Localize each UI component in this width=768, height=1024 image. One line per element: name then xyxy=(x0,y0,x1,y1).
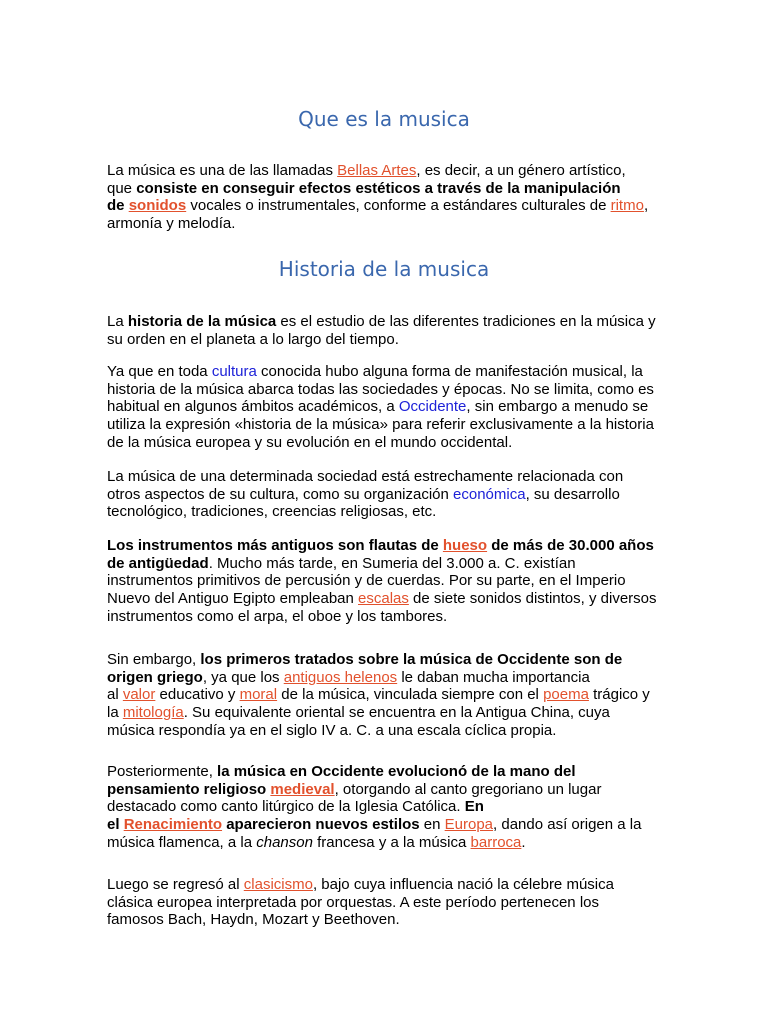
text-line xyxy=(107,669,687,687)
text-run: conocida hubo alguna forma de manifestación musical, la xyxy=(256,363,643,380)
text-line xyxy=(107,651,687,669)
bold-text: el xyxy=(107,816,124,834)
text-run: que xyxy=(107,179,137,197)
heading-que-es-la-musica: Que es la musica xyxy=(298,107,470,131)
link-escalas[interactable]: escalas xyxy=(358,590,409,608)
link-barroca[interactable]: barroca xyxy=(470,833,522,851)
text-run: vocales o instrumentales, conforme a estándares culturales de xyxy=(186,197,611,215)
link-hueso[interactable]: hueso xyxy=(442,537,488,554)
paragraph-history-definition xyxy=(107,313,687,348)
text-line xyxy=(107,197,687,215)
text-line xyxy=(107,572,687,590)
text-line xyxy=(107,781,687,799)
text-line xyxy=(107,763,687,781)
text-run: en xyxy=(419,816,445,834)
text-run: , xyxy=(643,197,649,215)
paragraph-society xyxy=(107,468,687,521)
text-line xyxy=(107,911,687,929)
link-renacimiento[interactable]: Renacimiento xyxy=(123,816,223,834)
text-run: historia de la música abarca todas las sociedades y épocas. No se limita, como es xyxy=(107,380,654,398)
text-line xyxy=(107,686,687,704)
text-run: . Su equivalente oriental se encuentra en la Antigua China, cuya xyxy=(183,704,610,722)
text-run: le daban mucha importancia xyxy=(397,668,590,686)
text-run: , bajo cuya influencia nació la célebre música xyxy=(312,876,614,893)
text-line xyxy=(107,876,687,894)
text-run: Posteriormente, xyxy=(107,763,218,780)
text-run: La xyxy=(107,313,128,330)
text-line xyxy=(107,381,687,399)
text-run: , sin embargo a menudo se xyxy=(466,398,649,416)
text-run: La música de una determinada sociedad está estrechamente relacionada con xyxy=(107,468,624,485)
text-run: música flamenca, a la xyxy=(107,833,257,851)
bold-text: de más de 30.000 años xyxy=(487,537,654,554)
text-line xyxy=(107,555,687,573)
text-run: Sin embargo, xyxy=(107,651,201,668)
text-run: utiliza la expresión «historia de la música» para referir exclusivamente a la historia xyxy=(107,416,654,434)
paragraph-cultures xyxy=(107,363,687,451)
text-run: , ya que los xyxy=(202,668,284,686)
bold-text: Los instrumentos más antiguos son flautas de xyxy=(107,537,443,554)
bold-text: de xyxy=(107,197,129,215)
paragraph-ancient-instruments xyxy=(107,537,687,625)
text-run: . xyxy=(521,833,526,851)
text-line xyxy=(107,162,687,180)
text-line xyxy=(107,608,687,626)
text-line xyxy=(107,704,687,722)
link-cultura[interactable]: cultura xyxy=(211,363,257,380)
bold-text: historia de la música xyxy=(127,313,277,330)
text-line xyxy=(107,180,687,198)
bold-text: de antigüedad xyxy=(107,554,209,572)
text-line xyxy=(107,590,687,608)
text-run: al xyxy=(107,686,123,704)
link-valor[interactable]: valor xyxy=(122,686,156,704)
text-run: clásica europea interpretada por orquestas. A este período pertenecen los xyxy=(107,893,599,911)
bold-text: la música en Occidente evolucionó de la mano del xyxy=(217,763,576,780)
paragraph-definition xyxy=(107,162,687,233)
text-run: , dando así origen a la xyxy=(493,816,642,834)
italic-text: chanson xyxy=(256,833,313,851)
link-mitologia[interactable]: mitología xyxy=(122,704,184,722)
text-line xyxy=(107,722,687,740)
text-run: , otorgando al canto gregoriano un lugar xyxy=(334,780,602,798)
paragraph-greek-treatises xyxy=(107,651,687,739)
text-run: su orden en el planeta a lo largo del tiempo. xyxy=(107,330,399,348)
link-economica[interactable]: económica xyxy=(453,485,526,503)
text-line xyxy=(107,834,687,852)
text-run: otros aspectos de su cultura, como su organización xyxy=(107,485,454,503)
text-run: de siete sonidos distintos, y diversos xyxy=(408,590,657,608)
text-run: instrumentos como el arpa, el oboe y los tambores. xyxy=(107,607,448,625)
link-occidente[interactable]: Occidente xyxy=(398,398,467,416)
link-medieval[interactable]: medieval xyxy=(270,780,335,798)
text-run: famosos Bach, Haydn, Mozart y Beethoven. xyxy=(107,911,400,929)
text-line xyxy=(107,486,687,504)
link-sonidos[interactable]: sonidos xyxy=(128,197,187,215)
link-clasicismo[interactable]: clasicismo xyxy=(243,876,313,893)
text-line xyxy=(107,816,687,834)
text-run: trágico y xyxy=(588,686,650,704)
bold-text: los primeros tratados sobre la música de Occidente son de xyxy=(200,651,623,668)
bold-text: aparecieron nuevos estilos xyxy=(222,816,420,834)
bold-text: En xyxy=(464,798,484,816)
heading-historia-de-la-musica: Historia de la musica xyxy=(278,257,490,281)
paragraph-medieval-renaissance xyxy=(107,763,687,851)
link-poema[interactable]: poema xyxy=(543,686,589,704)
text-run: de la música, vinculada siempre con el xyxy=(277,686,544,704)
bold-text: origen griego xyxy=(107,668,203,686)
link-europa[interactable]: Europa xyxy=(444,816,494,834)
text-line xyxy=(107,363,687,381)
text-run: es el estudio de las diferentes tradiciones en la música y xyxy=(276,313,656,330)
text-line xyxy=(107,398,687,416)
link-ritmo[interactable]: ritmo xyxy=(610,197,644,215)
text-line xyxy=(107,503,687,521)
text-run: Luego se regresó al xyxy=(107,876,244,893)
text-run: tecnológico, tradiciones, creencias religiosas, etc. xyxy=(107,503,437,521)
text-run: destacado como canto litúrgico de la Iglesia Católica. xyxy=(107,798,465,816)
text-run: francesa y a la música xyxy=(312,833,471,851)
text-line xyxy=(107,894,687,912)
text-line xyxy=(107,331,687,349)
text-run: , su desarrollo xyxy=(525,485,620,503)
text-run: . Mucho más tarde, en Sumeria del 3.000 a. C. existían xyxy=(208,554,576,572)
text-line xyxy=(107,215,687,233)
text-run: Ya que en toda xyxy=(107,363,212,380)
text-run: música respondía ya en el siglo IV a. C. a una escala cíclica propia. xyxy=(107,721,557,739)
text-run: instrumentos primitivos de percusión y de cuerdas. Por su parte, en el Imperio xyxy=(107,572,626,590)
text-run: la xyxy=(107,704,123,722)
text-line xyxy=(107,434,687,452)
text-line xyxy=(107,468,687,486)
text-run: educativo y xyxy=(155,686,240,704)
text-line xyxy=(107,416,687,434)
link-moral[interactable]: moral xyxy=(239,686,278,704)
bold-text: pensamiento religioso xyxy=(107,780,271,798)
text-run: armonía y melodía. xyxy=(107,215,236,233)
text-run: de la música europea y su evolución en el mundo occidental. xyxy=(107,433,513,451)
text-line xyxy=(107,537,687,555)
text-run: La música es una de las llamadas xyxy=(107,162,338,179)
text-line xyxy=(107,798,687,816)
text-line xyxy=(107,313,687,331)
text-run: , es decir, a un género artístico, xyxy=(416,162,626,179)
link-bellas-artes[interactable]: Bellas Artes xyxy=(337,162,417,179)
paragraph-classicism xyxy=(107,876,687,929)
text-run: habitual en algunos ámbitos académicos, a xyxy=(107,398,399,416)
link-antiguos-helenos[interactable]: antiguos helenos xyxy=(283,668,398,686)
bold-text: consiste en conseguir efectos estéticos a través de la manipulación xyxy=(136,179,621,197)
text-run: Nuevo del Antiguo Egipto empleaban xyxy=(107,590,359,608)
